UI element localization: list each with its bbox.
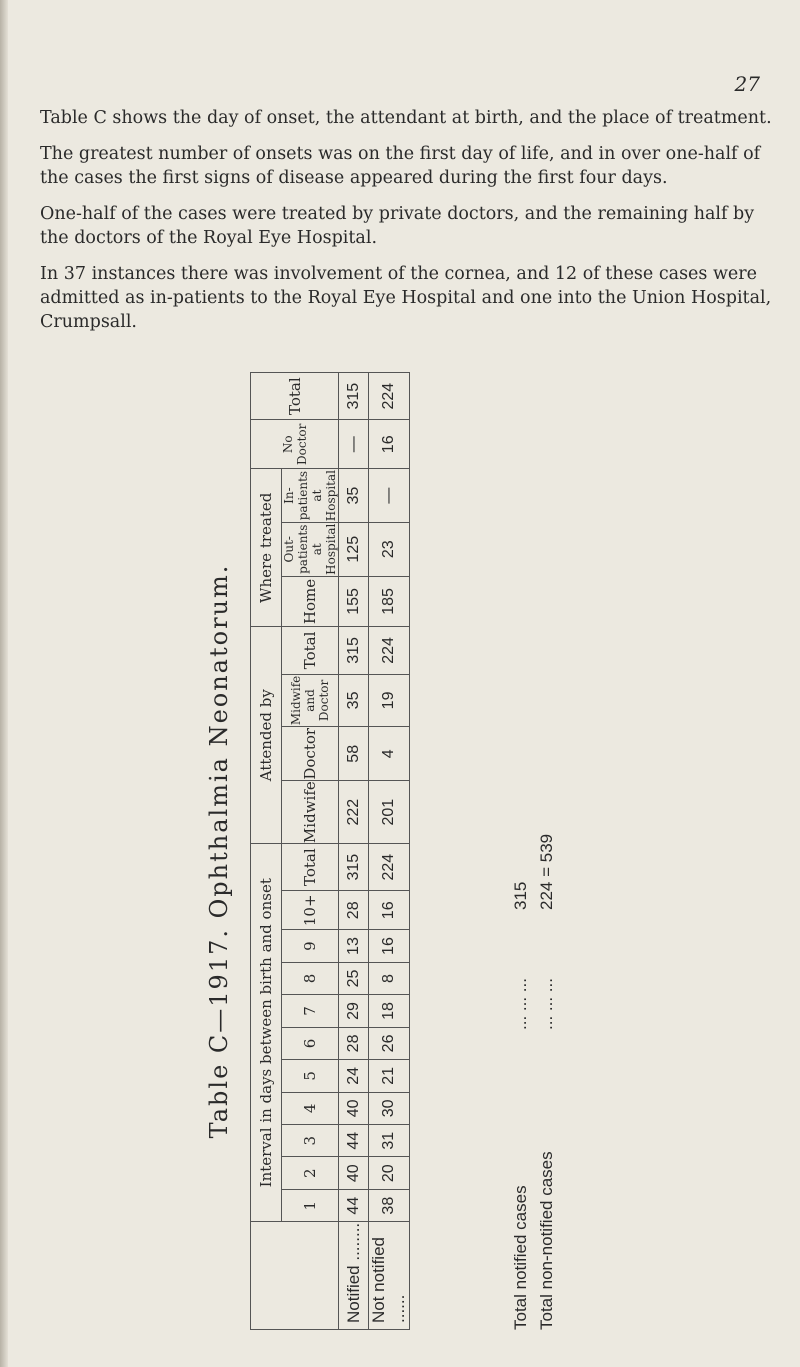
cell: 24	[339, 1060, 369, 1092]
cell: —	[339, 420, 369, 469]
cell: 222	[339, 781, 369, 844]
col-home: Home	[282, 576, 339, 627]
col-midwife-and-doctor: Midwife and Doctor	[282, 674, 339, 727]
col-interval: 3	[282, 1125, 339, 1157]
intro-text	[40, 106, 780, 346]
paragraph: One-half of the cases were treated by private doctors, and the remaining half by the doctors of the Royal Eye Hospital.	[40, 204, 755, 248]
totals-label: Total notified cases	[511, 1185, 530, 1330]
cell: 31	[369, 1125, 410, 1157]
col-interval: 9	[282, 930, 339, 962]
col-in-patients: In-patients at Hospital	[282, 470, 338, 522]
cell: 28	[339, 1027, 369, 1059]
totals-value: 224 = 539	[537, 833, 556, 910]
cell: 224	[369, 627, 410, 674]
cell: —	[369, 469, 410, 523]
cell: 185	[369, 576, 410, 627]
cell: 224	[369, 373, 410, 420]
col-interval: 8	[282, 962, 339, 994]
totals-block	[505, 372, 565, 1330]
cell: 4	[369, 727, 410, 781]
col-interval: 6	[282, 1027, 339, 1059]
cell: 16	[369, 891, 410, 930]
table-title: Table C—1917. Ophthalmia Neonatorum.	[205, 563, 233, 1139]
cell: 23	[369, 522, 410, 576]
cell: 20	[369, 1157, 410, 1189]
cell: 315	[339, 373, 369, 420]
cell: 224	[369, 844, 410, 891]
binding-edge	[0, 0, 8, 1367]
col-total: Total	[251, 373, 339, 420]
cell: 16	[369, 420, 410, 469]
col-interval-total: Total	[282, 844, 339, 891]
row-label: Notified ........	[339, 1222, 369, 1330]
cell: 38	[369, 1189, 410, 1221]
table-row-notified	[339, 373, 369, 1330]
table-c-block	[195, 372, 565, 1330]
cell: 28	[339, 891, 369, 930]
cell: 125	[339, 522, 369, 576]
rotated-table	[195, 372, 565, 1330]
cell: 25	[339, 962, 369, 994]
cell: 44	[339, 1125, 369, 1157]
cell: 16	[369, 930, 410, 962]
cell: 19	[369, 674, 410, 727]
paragraph: Table C shows the day of onset, the attendant at birth, and the place of treatment.	[40, 108, 772, 128]
cell: 40	[339, 1157, 369, 1189]
cell: 21	[369, 1060, 410, 1092]
col-no-doctor: No Doctor	[251, 420, 339, 469]
row-label-header	[251, 1222, 339, 1330]
col-interval: 10+	[282, 891, 339, 930]
paragraph: The greatest number of onsets was on the first day of life, and in over one-half of the cases the first signs of disease appeared during the first four days.	[40, 144, 761, 188]
cell: 35	[339, 674, 369, 727]
col-out-patients: Out-patients at Hospital	[282, 523, 338, 575]
col-doctor: Doctor	[282, 727, 339, 781]
page-number: 27	[734, 72, 760, 96]
cell: 201	[369, 781, 410, 844]
cell: 315	[339, 844, 369, 891]
cell: 40	[339, 1092, 369, 1124]
group-interval: Interval in days between birth and onset	[251, 844, 282, 1222]
cell: 30	[369, 1092, 410, 1124]
cell: 35	[339, 469, 369, 523]
totals-value: 315	[511, 881, 530, 910]
cell: 26	[369, 1027, 410, 1059]
cell: 315	[339, 627, 369, 674]
paragraph: In 37 instances there was involvement of the cornea, and 12 of these cases were admitted as in-patients to the Royal Eye Hospital and one into the Union Hospital, Crumpsall.	[40, 264, 772, 332]
col-interval: 1	[282, 1189, 339, 1221]
col-interval: 7	[282, 995, 339, 1027]
totals-dots: ... ... ...	[537, 978, 556, 1030]
cell: 155	[339, 576, 369, 627]
table-c	[250, 372, 410, 1330]
group-where: Where treated	[251, 469, 282, 627]
col-interval: 4	[282, 1092, 339, 1124]
cell: 8	[369, 962, 410, 994]
col-attended-total: Total	[282, 627, 339, 674]
col-interval: 2	[282, 1157, 339, 1189]
cell: 44	[339, 1189, 369, 1221]
cell: 18	[369, 995, 410, 1027]
row-label: Not notified ......	[369, 1222, 410, 1330]
col-interval: 5	[282, 1060, 339, 1092]
col-midwife: Midwife	[282, 781, 339, 844]
cell: 29	[339, 995, 369, 1027]
totals-dots: ... ... ...	[511, 978, 530, 1030]
totals-label: Total non-notified cases	[537, 1151, 556, 1330]
table-row-not-notified	[369, 373, 410, 1330]
group-attended: Attended by	[251, 627, 282, 844]
cell: 13	[339, 930, 369, 962]
cell: 58	[339, 727, 369, 781]
